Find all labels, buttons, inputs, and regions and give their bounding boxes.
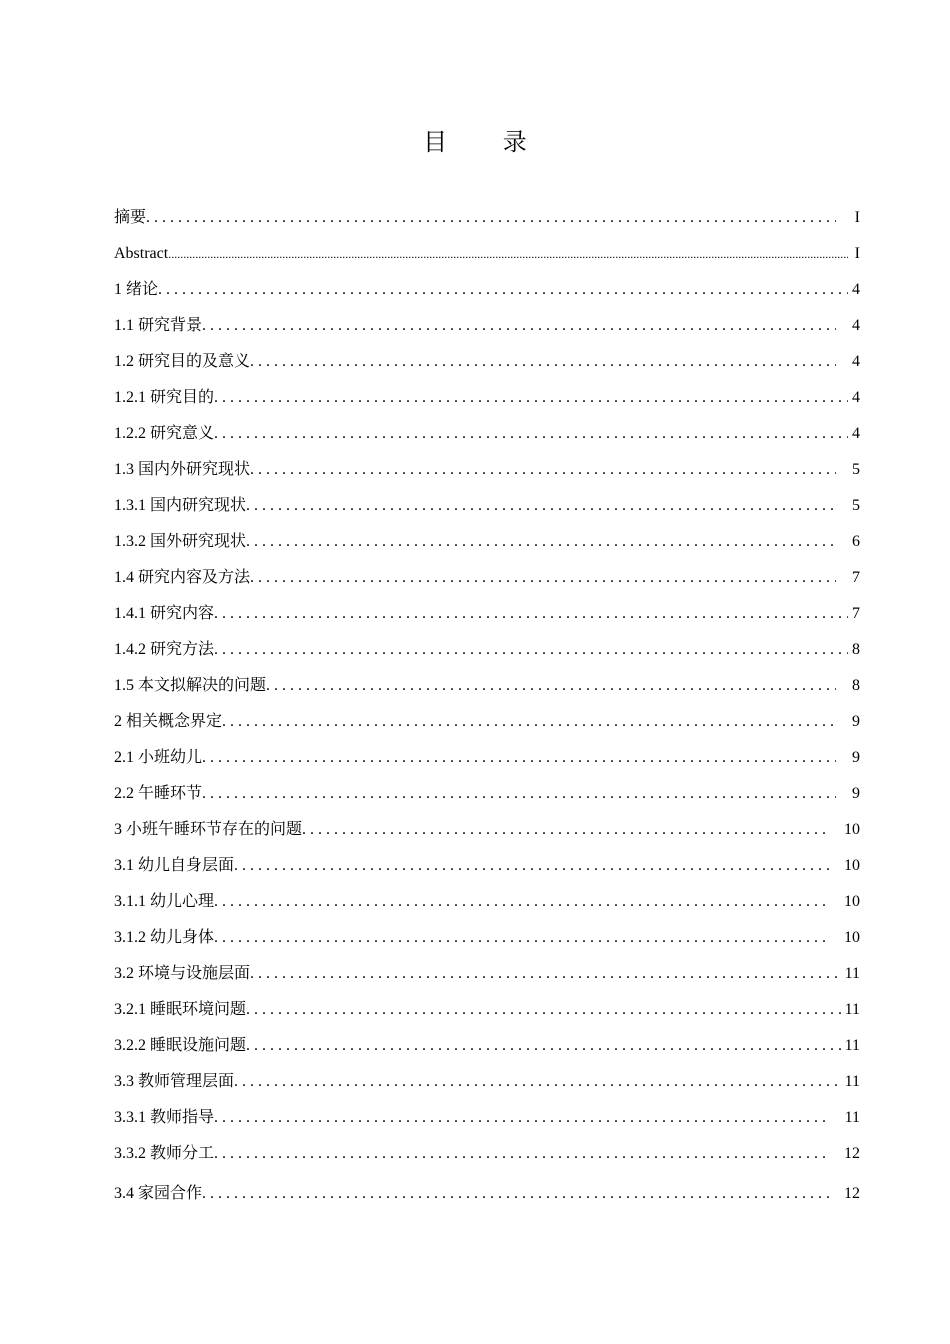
toc-entry-page: 10: [844, 857, 860, 874]
toc-entry-page: 7: [852, 605, 860, 622]
toc-entry[interactable]: [114, 270, 860, 306]
toc-leader-dots: [250, 568, 836, 594]
toc-entry[interactable]: [114, 666, 860, 702]
toc-entry-label: 3.1.1 幼儿心理: [114, 893, 215, 910]
toc-entry-page: 11: [844, 965, 860, 982]
toc-entry-page: 6: [852, 533, 860, 550]
toc-leader-dots: [214, 892, 830, 918]
toc-leader-dots: [250, 964, 843, 990]
toc-entry-page: I: [854, 245, 860, 262]
toc-entry[interactable]: [114, 486, 860, 522]
toc-entry[interactable]: [114, 954, 860, 990]
toc-entry-page: 10: [844, 929, 860, 946]
toc-entry-label: 1 绪论: [114, 281, 159, 298]
toc-entry-label: 3.1.2 幼儿身体: [114, 929, 215, 946]
toc-entry[interactable]: [114, 558, 860, 594]
toc-entry-label: 3 小班午睡环节存在的问题: [114, 821, 303, 838]
toc-entry[interactable]: [114, 1098, 860, 1134]
toc-entry-label: 1.4 研究内容及方法: [114, 569, 251, 586]
toc-leader-dots: [214, 928, 830, 954]
toc-entry-label: 1.4.2 研究方法: [114, 641, 215, 658]
toc-entry-page: 4: [852, 281, 860, 298]
toc-entry-page: 9: [852, 785, 860, 802]
toc-leader-dots: [234, 1072, 843, 1098]
toc-entry-label: Abstract: [114, 245, 169, 262]
toc-entry-page: 11: [844, 1073, 860, 1090]
toc-leader-dots: [246, 1036, 843, 1062]
toc-leader-dots: [202, 316, 836, 342]
toc-leader-dots: [214, 388, 848, 414]
toc-entry[interactable]: [114, 990, 860, 1026]
toc-leader-dots: [158, 280, 848, 306]
toc-leader-dots: [202, 784, 836, 810]
toc-entry-label: 1.2.1 研究目的: [114, 389, 215, 406]
toc-entry-label: 3.4 家园合作: [114, 1185, 203, 1202]
toc-entry-page: 11: [844, 1037, 860, 1054]
toc-entry-label: 1.5 本文拟解决的问题: [114, 677, 267, 694]
table-of-contents: [114, 198, 860, 1210]
toc-leader-dots: [214, 604, 848, 630]
toc-entry-label: 1.1 研究背景: [114, 317, 203, 334]
toc-entry-page: 8: [852, 677, 860, 694]
toc-leader-dots: [222, 712, 836, 738]
toc-leader-dots: [214, 424, 848, 450]
toc-entry[interactable]: [114, 918, 860, 954]
toc-entry[interactable]: [114, 198, 860, 234]
toc-entry[interactable]: [114, 774, 860, 810]
toc-entry-page: 12: [844, 1145, 860, 1162]
toc-entry-label: 1.3.1 国内研究现状: [114, 497, 247, 514]
toc-entry-page: 12: [844, 1185, 860, 1202]
toc-entry[interactable]: [114, 810, 860, 846]
toc-entry-page: 4: [852, 389, 860, 406]
toc-entry-label: 2.2 午睡环节: [114, 785, 203, 802]
toc-entry-label: 1.2 研究目的及意义: [114, 353, 251, 370]
toc-entry[interactable]: [114, 738, 860, 774]
toc-entry-page: 10: [844, 893, 860, 910]
toc-entry[interactable]: [114, 522, 860, 558]
toc-entry-label: 1.4.1 研究内容: [114, 605, 215, 622]
toc-entry[interactable]: [114, 378, 860, 414]
toc-leader-dots: [214, 1144, 830, 1170]
toc-leader-dots: [146, 208, 836, 234]
toc-entry[interactable]: [114, 1026, 860, 1062]
toc-entry[interactable]: [114, 342, 860, 378]
toc-entry[interactable]: [114, 846, 860, 882]
toc-entry-label: 2.1 小班幼儿: [114, 749, 203, 766]
toc-entry-page: 4: [852, 425, 860, 442]
toc-leader-dots: [250, 460, 836, 486]
toc-leader-dots: [202, 748, 836, 774]
toc-entry-label: 3.2.2 睡眠设施问题: [114, 1037, 247, 1054]
toc-leader-dots: [246, 1000, 843, 1026]
toc-leader-dots: [266, 676, 836, 702]
toc-entry[interactable]: [114, 1134, 860, 1170]
toc-entry-label: 3.3.2 教师分工: [114, 1145, 215, 1162]
toc-entry[interactable]: [114, 702, 860, 738]
toc-entry-page: 8: [852, 641, 860, 658]
toc-entry[interactable]: [114, 882, 860, 918]
toc-leader-dots: [246, 532, 836, 558]
toc-entry[interactable]: [114, 414, 860, 450]
toc-entry[interactable]: [114, 306, 860, 342]
toc-entry-label: 1.3 国内外研究现状: [114, 461, 251, 478]
toc-entry[interactable]: [114, 630, 860, 666]
toc-entry[interactable]: [114, 1062, 860, 1098]
toc-entry[interactable]: [114, 450, 860, 486]
toc-entry-page: 4: [852, 353, 860, 370]
toc-entry-label: 3.2.1 睡眠环境问题: [114, 1001, 247, 1018]
toc-entry-page: 5: [852, 461, 860, 478]
toc-entry-label: 1.3.2 国外研究现状: [114, 533, 247, 550]
toc-leader-dots: [302, 820, 830, 846]
toc-entry-page: 11: [844, 1001, 860, 1018]
toc-entry[interactable]: [114, 234, 860, 270]
toc-entry-page: 5: [852, 497, 860, 514]
toc-entry-page: 11: [844, 1109, 860, 1126]
toc-entry-page: 4: [852, 317, 860, 334]
toc-entry-page: 9: [852, 713, 860, 730]
toc-entry-label: 3.1 幼儿自身层面: [114, 857, 235, 874]
toc-entry-label: 3.3.1 教师指导: [114, 1109, 215, 1126]
toc-entry-label: 3.3 教师管理层面: [114, 1073, 235, 1090]
toc-leader-dots: [214, 640, 848, 666]
toc-leader-dots: [214, 1108, 831, 1134]
toc-entry[interactable]: [114, 594, 860, 630]
toc-leader-dots: [246, 496, 836, 522]
toc-leader-dots: [202, 1184, 830, 1210]
toc-entry-page: 9: [852, 749, 860, 766]
toc-entry-page: 10: [844, 821, 860, 838]
page-title: 目 录: [423, 128, 551, 156]
toc-entry[interactable]: [114, 1170, 860, 1210]
toc-leader-dots: [234, 856, 830, 882]
toc-entry-label: 2 相关概念界定: [114, 713, 223, 730]
toc-entry-page: I: [854, 209, 860, 226]
toc-leader-dots: [168, 244, 848, 270]
toc-entry-label: 摘要: [114, 209, 147, 226]
toc-entry-label: 1.2.2 研究意义: [114, 425, 215, 442]
toc-entry-page: 7: [852, 569, 860, 586]
toc-leader-dots: [250, 352, 836, 378]
toc-entry-label: 3.2 环境与设施层面: [114, 965, 251, 982]
